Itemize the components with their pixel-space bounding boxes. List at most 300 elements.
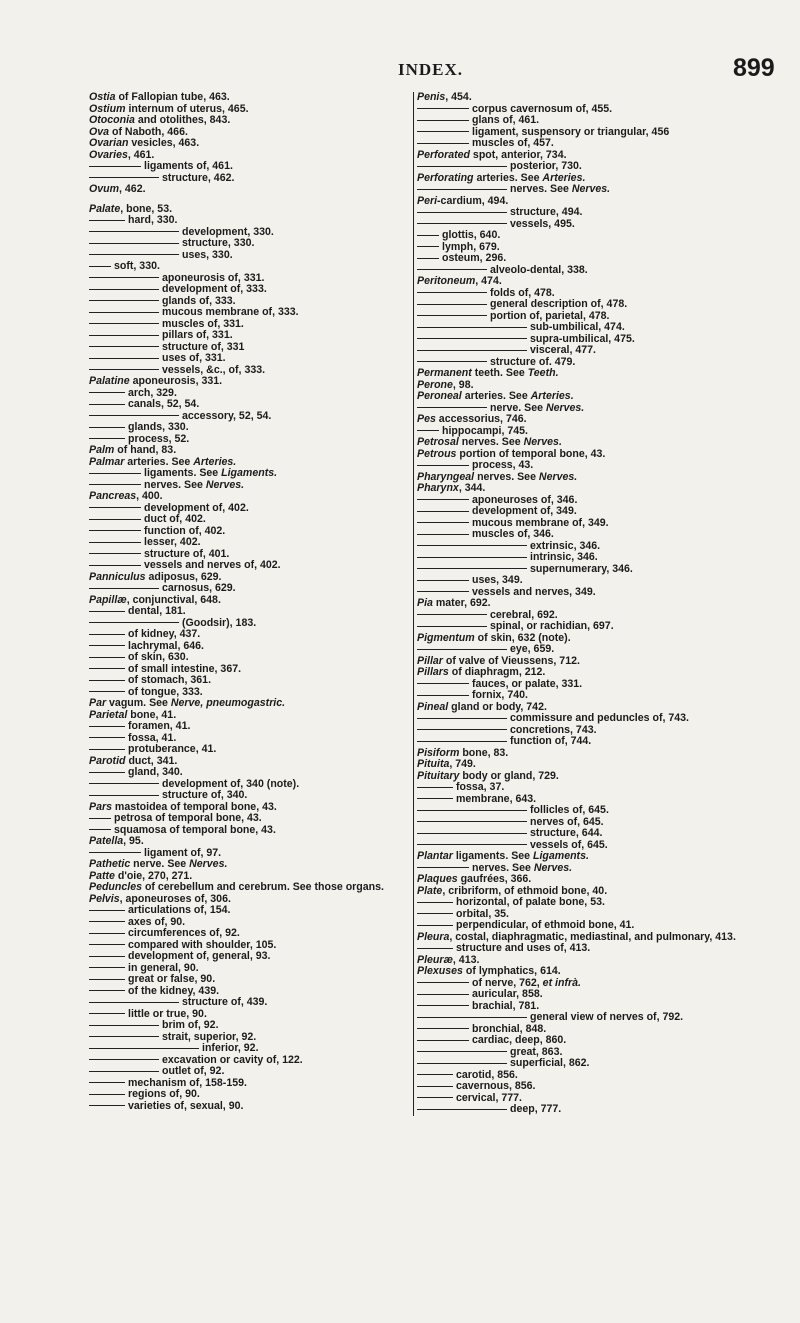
leader-dash [89, 553, 141, 554]
entry-text: , aponeuroses of, 306. [119, 892, 231, 905]
cross-reference: Nerves. [189, 858, 228, 870]
entry-text: ligament of, 97. [144, 846, 222, 859]
entry-text: axes of, 90. [128, 915, 186, 928]
entry-text: accessorius, 746. [435, 413, 527, 425]
index-entry [89, 572, 404, 584]
page-header [0, 52, 800, 82]
entry-headword: Papillæ [89, 593, 127, 606]
leader-dash [89, 519, 141, 520]
entry-headword: Patte [89, 869, 115, 882]
entry-text: nerves. See [474, 470, 539, 483]
leader-dash [89, 335, 159, 336]
entry-headword: Petrosal [417, 436, 459, 448]
entry-text: , conjunctival, 648. [126, 593, 221, 606]
entry-text: , bone, 53. [120, 202, 173, 215]
leader-dash [89, 177, 159, 178]
entry-headword: Pharynx [417, 482, 459, 494]
cross-reference: Arteries. [542, 171, 586, 184]
entry-headword: Ovarian [89, 137, 129, 149]
index-subentry [89, 526, 404, 538]
leader-dash [417, 568, 527, 569]
leader-dash [89, 691, 125, 692]
cross-reference: Arteries. [530, 390, 574, 402]
entry-text: concretions, 743. [510, 723, 597, 736]
entry-text: vessels and nerves, 349. [472, 585, 596, 598]
leader-dash [89, 220, 125, 221]
entry-text: duct, 341. [125, 754, 178, 767]
entry-text: outlet of, 92. [162, 1065, 225, 1077]
index-entry [417, 633, 779, 645]
entry-text: , costal, diaphragmatic, mediastinal, and pulmonary, 413. [449, 930, 736, 943]
entry-text: vessels, 495. [510, 217, 575, 230]
entry-text: gland, 340. [128, 766, 183, 778]
entry-text: varieties of, sexual, 90. [128, 1099, 244, 1112]
leader-dash [417, 1074, 453, 1075]
index-entry [89, 836, 404, 848]
leader-dash [417, 1086, 453, 1087]
index-subentry [89, 342, 404, 354]
index-subentry [417, 1093, 779, 1105]
cross-reference: Nerve, pneumogastric. [170, 697, 286, 709]
leader-dash [417, 798, 453, 799]
leader-dash [89, 507, 141, 508]
entry-text: muscles of, 346. [472, 528, 554, 540]
entry-headword: Perforating [417, 171, 474, 184]
entry-text: of small intestine, 367. [128, 662, 242, 675]
entry-text: development of, 333. [162, 283, 267, 295]
index-subentry [89, 238, 404, 250]
leader-dash [89, 657, 125, 658]
running-title: INDEX. [398, 60, 464, 79]
page-number: 899 [733, 54, 775, 82]
leader-dash [89, 749, 125, 750]
entry-text: structure, 644. [530, 827, 603, 839]
leader-dash [89, 1059, 159, 1060]
leader-dash [417, 729, 507, 730]
entry-text: of kidney, 437. [128, 628, 201, 640]
entry-text: function of, 744. [510, 735, 592, 747]
leader-dash [417, 304, 487, 305]
index-entry [417, 150, 779, 162]
entry-text: nerves of, 645. [530, 815, 604, 828]
entry-text: cerebral, 692. [490, 608, 558, 621]
leader-dash [417, 683, 469, 684]
leader-dash [89, 404, 125, 405]
index-subentry [417, 334, 779, 346]
cross-reference: Nerves. [545, 401, 585, 414]
entry-text: , 749. [449, 758, 476, 770]
entry-text: mucous membrane of, 333. [162, 306, 299, 318]
entry-text: of Naboth, 466. [109, 125, 188, 138]
leader-dash [417, 695, 469, 696]
leader-dash [417, 867, 469, 868]
leader-dash [89, 1105, 125, 1106]
leader-dash [417, 994, 469, 995]
leader-dash [89, 300, 159, 301]
entry-text: mucous membrane of, 349. [472, 516, 609, 529]
leader-dash [89, 1013, 125, 1014]
leader-dash [89, 346, 159, 347]
entry-text: soft, 330. [114, 260, 160, 272]
entry-text: muscles of, 457. [472, 137, 554, 149]
index-entry [417, 598, 779, 610]
entry-text: hard, 330. [128, 214, 178, 226]
entry-headword: Ovaries [89, 148, 128, 161]
leader-dash [417, 580, 469, 581]
leader-dash [417, 810, 527, 811]
leader-dash [89, 369, 159, 370]
leader-dash [89, 783, 159, 784]
entry-text: development of, 402. [144, 501, 249, 514]
index-subentry [89, 284, 404, 296]
entry-text: structure, 462. [162, 171, 235, 184]
entry-headword: Pia [417, 597, 433, 609]
entry-text: vagum. See [106, 697, 171, 709]
index-subentry [89, 468, 404, 480]
entry-headword: Perforated [417, 148, 470, 161]
entry-text: vesicles, 463. [128, 137, 200, 149]
index-subentry [417, 1047, 779, 1059]
leader-dash [417, 982, 469, 983]
entry-headword: Permanent [417, 367, 472, 379]
entry-text: d'oie, 270, 271. [114, 869, 193, 882]
entry-text: folds of, 478. [490, 286, 555, 299]
entry-headword: Pillar [417, 654, 443, 667]
entry-text: brachial, 781. [472, 999, 540, 1012]
leader-dash [89, 438, 125, 439]
cross-reference: Ligaments. [533, 850, 589, 862]
entry-text: eye, 659. [510, 643, 555, 655]
entry-text: glans of, 461. [472, 114, 540, 126]
entry-text: nerves. See [510, 183, 572, 195]
entry-text: protuberance, 41. [128, 743, 217, 755]
entry-text: , 462. [119, 183, 146, 195]
leader-dash [89, 358, 159, 359]
entry-text: uses of, 331. [162, 352, 226, 364]
leader-dash [89, 231, 179, 232]
entry-text: development of, general, 93. [128, 950, 271, 962]
leader-dash [417, 948, 453, 949]
leader-dash [89, 737, 125, 738]
leader-dash [417, 499, 469, 500]
entry-text: of skin, 632 (note). [474, 631, 571, 644]
entry-text: carotid, 856. [456, 1068, 518, 1081]
entry-text: (Goodsir), 183. [182, 616, 257, 629]
entry-text: mater, 692. [432, 597, 491, 609]
entry-headword: Pleuræ [417, 953, 453, 966]
entry-text: corpus cavernosum of, 455. [472, 102, 613, 115]
entry-headword: Petrous [417, 447, 457, 460]
entry-text: nerve. See [130, 858, 190, 870]
leader-dash [89, 392, 125, 393]
cross-reference: Nerves. [533, 861, 573, 874]
leader-dash [417, 1051, 507, 1052]
entry-text: cavernous, 856. [456, 1080, 536, 1092]
leader-dash [417, 787, 453, 788]
leader-dash [417, 131, 469, 132]
cross-reference: Arteries. [193, 455, 237, 468]
entry-text: function of, 402. [144, 524, 226, 537]
entry-text: supernumerary, 346. [530, 562, 633, 575]
leader-dash [417, 269, 487, 270]
entry-text: development of, 349. [472, 505, 577, 517]
entry-text: supra-umbilical, 475. [530, 332, 635, 345]
leader-dash [417, 591, 469, 592]
entry-text: of tongue, 333. [128, 685, 203, 698]
leader-dash [89, 634, 125, 635]
entry-headword: Panniculus [89, 570, 146, 583]
entry-text: portion of, parietal, 478. [490, 309, 610, 322]
entry-text: structure of, 331 [162, 340, 245, 353]
entry-text: aponeuroses of, 346. [472, 493, 578, 506]
entry-text: portion of temporal bone, 43. [456, 447, 606, 460]
leader-dash [417, 626, 487, 627]
leader-dash [89, 979, 125, 980]
entry-text: structure and uses of, 413. [456, 942, 591, 954]
leader-dash [417, 741, 507, 742]
entry-text: of nerve, 762, [472, 976, 543, 989]
index-subentry [89, 514, 404, 526]
entry-text: development of, 340 (note). [162, 777, 300, 790]
entry-headword: Peduncles [89, 881, 142, 893]
entry-text: in general, 90. [128, 961, 199, 974]
leader-dash [89, 588, 159, 589]
leader-dash [417, 189, 507, 190]
entry-text: great, 863. [510, 1045, 563, 1058]
entry-text: fauces, or palate, 331. [472, 677, 583, 690]
entry-headword: Parotid [89, 754, 126, 767]
leader-dash [89, 1071, 159, 1072]
entry-text: ligament, suspensory or triangular, 456 [472, 125, 670, 138]
leader-dash [417, 338, 527, 339]
index-entry [417, 196, 779, 208]
entry-headword: Otoconia [89, 114, 135, 126]
leader-dash [89, 829, 111, 830]
entry-text: -cardium, 494. [437, 194, 509, 207]
entry-text: of skin, 630. [128, 651, 189, 663]
leader-dash [417, 821, 527, 822]
entry-text: compared with shoulder, 105. [128, 938, 277, 951]
entry-text: process, 52. [128, 432, 190, 445]
entry-text: glands of, 333. [162, 294, 236, 307]
entry-text: accessory, 52, 54. [182, 409, 272, 422]
leader-dash [89, 1002, 179, 1003]
leader-dash [89, 967, 125, 968]
leader-dash [89, 680, 125, 681]
index-subentry [89, 319, 404, 331]
index-subentry [417, 1035, 779, 1047]
entry-headword: Patella [89, 835, 124, 847]
entry-text: carnosus, 629. [162, 582, 236, 594]
entry-headword: Pineal [417, 700, 449, 713]
index-subentry [89, 537, 404, 549]
entry-headword: Ostium [89, 102, 126, 115]
leader-dash [417, 292, 487, 293]
leader-dash [417, 913, 453, 914]
leader-dash [89, 542, 141, 543]
leader-dash [417, 1028, 469, 1029]
index-subentry [89, 161, 404, 173]
index-entry [417, 276, 779, 288]
leader-dash [89, 795, 159, 796]
leader-dash [89, 484, 141, 485]
leader-dash [89, 1036, 159, 1037]
entry-text: follicles of, 645. [530, 804, 609, 816]
entry-text: internum of uterus, 465. [125, 102, 249, 115]
entry-headword: Peritoneum [417, 275, 476, 287]
entry-text: arteries. See [461, 390, 531, 402]
leader-dash [89, 243, 179, 244]
index-subentry [89, 307, 404, 319]
entry-headword: Palate [89, 202, 121, 215]
cross-reference: Nerves. [571, 183, 611, 195]
leader-dash [89, 772, 125, 773]
entry-text: development, 330. [182, 225, 274, 238]
leader-dash [89, 530, 141, 531]
cross-reference: et infrà. [542, 976, 581, 989]
leader-dash [89, 622, 179, 623]
entry-headword: Ova [89, 125, 110, 138]
entry-text: sub-umbilical, 474. [530, 321, 625, 333]
entry-text: process, 43. [472, 459, 534, 471]
cross-reference: Nerves. [205, 478, 245, 491]
entry-text: nerves. See [472, 861, 534, 874]
entry-text: of stomach, 361. [128, 674, 212, 686]
entry-headword: Pathetic [89, 858, 131, 870]
entry-text: structure of, 340. [162, 789, 248, 801]
leader-dash [417, 522, 469, 523]
entry-text: visceral, 477. [530, 344, 596, 356]
leader-dash [89, 818, 111, 819]
index-subentry [417, 253, 779, 265]
leader-dash [89, 312, 159, 313]
entry-text: little or true, 90. [128, 1007, 207, 1020]
entry-text: ligaments of, 461. [144, 160, 233, 172]
entry-text: muscles of, 331. [162, 317, 244, 330]
entry-text: aponeurosis, 331. [129, 375, 223, 387]
index-subentry [417, 1104, 779, 1116]
entry-text: structure of, 439. [182, 996, 268, 1008]
entry-text: body or gland, 729. [459, 769, 559, 782]
entry-headword: Ovum [89, 183, 120, 195]
index-entry [89, 150, 404, 162]
entry-text: fossa, 37. [456, 781, 505, 793]
leader-dash [89, 277, 159, 278]
entry-text: great or false, 90. [128, 973, 216, 985]
leader-dash [417, 534, 469, 535]
leader-dash [417, 465, 469, 466]
entry-headword: Pleura [417, 930, 450, 943]
entry-headword: Plate [417, 884, 443, 897]
entry-text: ligaments. See [452, 850, 533, 862]
leader-dash [417, 925, 453, 926]
entry-text: general view of nerves of, 792. [530, 1011, 684, 1023]
leader-dash [89, 415, 179, 416]
leader-dash [417, 430, 439, 431]
entry-text: vessels of, 645. [530, 838, 608, 851]
entry-text: structure, 330. [182, 237, 255, 249]
leader-dash [417, 246, 439, 247]
entry-text: of cerebellum and cerebrum. See those organs. [142, 881, 384, 893]
entry-text: structure of, 401. [144, 547, 230, 560]
leader-dash [417, 545, 527, 546]
entry-headword: Palm [89, 444, 115, 456]
leader-dash [89, 473, 141, 474]
entry-text: and otolithes, 843. [134, 114, 231, 126]
entry-headword: Plexuses [417, 965, 463, 977]
entry-text: extrinsic, 346. [530, 539, 601, 552]
leader-dash [417, 143, 469, 144]
leader-dash [89, 933, 125, 934]
leader-dash [417, 361, 487, 362]
leader-dash [89, 323, 159, 324]
cross-reference: Teeth. [527, 367, 559, 379]
entry-text: orbital, 35. [456, 907, 509, 920]
entry-text: canals, 52, 54. [128, 398, 200, 410]
entry-text: nerves. See [458, 436, 524, 448]
entry-text: hippocampi, 745. [442, 424, 528, 437]
index-subentry [89, 1009, 404, 1021]
entry-text: structure, 494. [510, 206, 583, 218]
entry-headword: Pituitary [417, 769, 460, 782]
leader-dash [417, 407, 487, 408]
entry-text: lesser, 402. [144, 536, 201, 548]
entry-text: pillars of, 331. [162, 329, 233, 341]
leader-dash [417, 844, 527, 845]
index-subentry [417, 725, 779, 737]
entry-text: ligaments. See [144, 467, 222, 479]
entry-text: glands, 330. [128, 421, 189, 433]
leader-dash [89, 254, 179, 255]
index-subentry [417, 345, 779, 357]
leader-dash [417, 166, 507, 167]
entry-headword: Pancreas [89, 490, 137, 502]
entry-text: lachrymal, 646. [128, 639, 204, 652]
leader-dash [89, 1094, 125, 1095]
leader-dash [417, 902, 453, 903]
entry-text: strait, superior, 92. [162, 1030, 257, 1043]
entry-text: circumferences of, 92. [128, 927, 240, 939]
entry-text: inferior, 92. [202, 1042, 259, 1054]
entry-headword: Pigmentum [417, 631, 475, 644]
entry-text: , 344. [458, 482, 486, 494]
index-entry [89, 184, 404, 196]
entry-text: commissure and peduncles of, 743. [510, 712, 689, 724]
entry-headword: Pelvis [89, 892, 120, 905]
entry-text: fossa, 41. [128, 731, 177, 744]
entry-text: regions of, 90. [128, 1088, 200, 1100]
entry-text: of the kidney, 439. [128, 984, 220, 997]
leader-dash [89, 166, 141, 167]
entry-headword: Plaques [417, 873, 458, 885]
entry-text: of hand, 83. [114, 444, 177, 456]
leader-dash [89, 944, 125, 945]
leader-dash [417, 649, 507, 650]
leader-dash [417, 833, 527, 834]
entry-headword: Pillars [417, 666, 449, 678]
entry-headword: Par [89, 697, 107, 709]
leader-dash [417, 327, 527, 328]
leader-dash [89, 921, 125, 922]
cross-reference: Nerves. [538, 470, 578, 483]
index-subentry [417, 541, 779, 553]
entry-headword: Perone [417, 378, 453, 391]
entry-headword: Peri [417, 194, 438, 207]
leader-dash [89, 427, 125, 428]
entry-text: , 400. [136, 490, 163, 502]
index-subentry [89, 330, 404, 342]
entry-text: , 454. [445, 91, 472, 103]
